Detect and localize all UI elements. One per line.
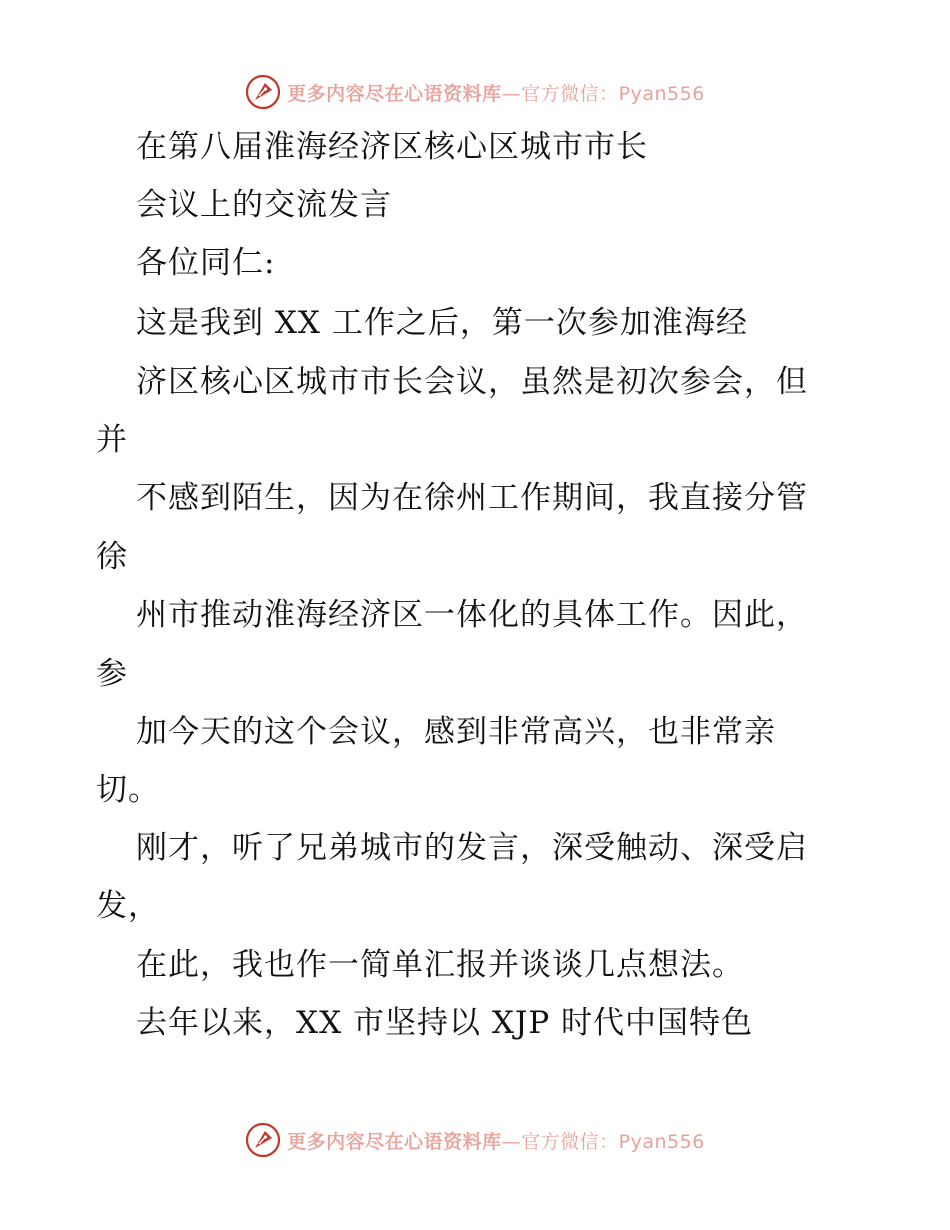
footer-watermark [0,1118,950,1162]
fountain-pen-nib-icon [245,1122,281,1158]
doc-line: 这是我到 XX 工作之后，第一次参加淮海经 [136,305,748,341]
doc-line: 加今天的这个会议，感到非常高兴，也非常亲 [136,714,776,750]
doc-line: 去年以来，XX 市坚持以 XJP 时代中国特色 [136,1005,754,1041]
watermark-site-text: 更多内容尽在心语资料库 [287,1130,502,1153]
doc-line: 会议上的交流发言 [136,187,392,223]
doc-line: 各位同仁: [136,245,276,281]
watermark-contact-text: 官方微信：Pyan556 [521,1130,705,1153]
doc-line: 济区核心区城市市长会议，虽然是初次参会，但 [136,364,808,400]
doc-line: 发， [96,888,160,924]
doc-line: 州市推动淮海经济区一体化的具体工作。因此， [136,597,808,633]
fountain-pen-nib-icon [245,74,281,110]
watermark-text [287,1127,705,1154]
doc-line: 并 [96,422,128,458]
doc-line: 在此，我也作一简单汇报并谈谈几点想法。 [136,947,744,983]
watermark-separator: — [501,82,522,105]
doc-line: 参 [96,656,128,692]
doc-line: 刚才，听了兄弟城市的发言，深受触动、深受启 [136,830,808,866]
doc-line: 在第八届淮海经济区核心区城市市长 [136,129,648,165]
doc-line: 不感到陌生，因为在徐州工作期间，我直接分管 [136,480,808,516]
watermark-separator: — [501,1130,522,1153]
doc-line: 切。 [96,772,160,808]
watermark-contact-text: 官方微信：Pyan556 [521,82,705,105]
doc-line: 徐 [96,539,128,575]
watermark-site-text: 更多内容尽在心语资料库 [287,82,502,105]
header-watermark [0,70,950,114]
watermark-text [287,79,705,106]
